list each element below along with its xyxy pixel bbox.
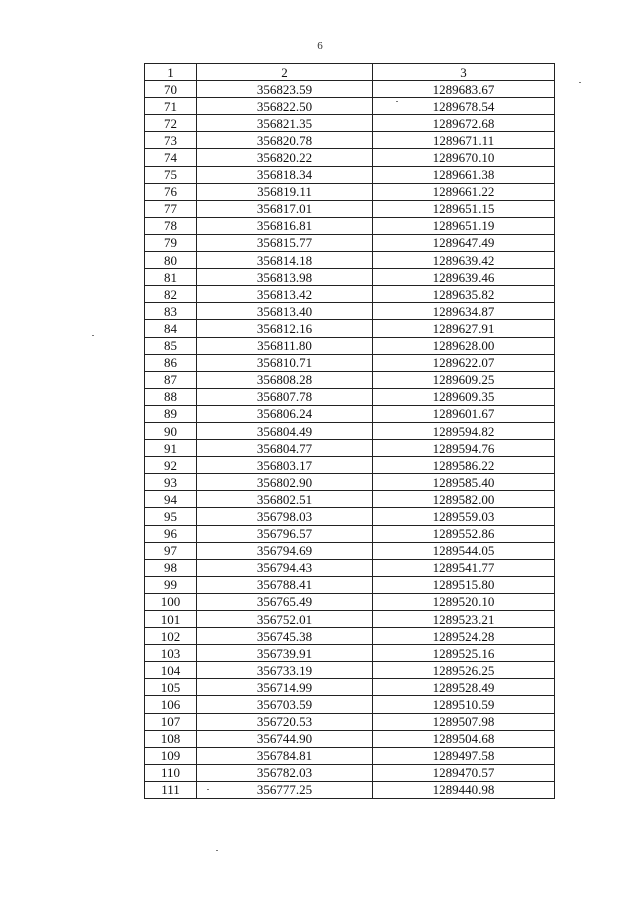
x-coordinate-cell: 356703.59 [197,696,373,713]
table-row [145,764,555,781]
point-number-cell: 108 [145,730,197,747]
y-coordinate-cell: 1289639.46 [373,269,555,286]
x-coordinate-cell: 356817.01 [197,200,373,217]
coordinates-table [144,63,555,799]
x-coordinate-cell: 356813.98 [197,269,373,286]
point-number-cell: 93 [145,474,197,491]
scan-speck [579,82,581,83]
x-coordinate-cell: 356810.71 [197,354,373,371]
table-row [145,354,555,371]
table-row [145,81,555,98]
y-coordinate-cell: 1289647.49 [373,234,555,251]
y-coordinate-cell: 1289639.42 [373,252,555,269]
x-coordinate-cell: 356819.11 [197,183,373,200]
point-number-cell: 75 [145,166,197,183]
point-number-cell: 85 [145,337,197,354]
point-number-cell: 70 [145,81,197,98]
x-coordinate-cell: 356820.78 [197,132,373,149]
point-number-cell: 100 [145,593,197,610]
column-header-3: 3 [373,64,555,81]
y-coordinate-cell: 1289525.16 [373,645,555,662]
table-row [145,781,555,798]
y-coordinate-cell: 1289470.57 [373,764,555,781]
x-coordinate-cell: 356818.34 [197,166,373,183]
x-coordinate-cell: 356777.25 [197,781,373,798]
point-number-cell: 102 [145,628,197,645]
point-number-cell: 82 [145,286,197,303]
x-coordinate-cell: 356816.81 [197,217,373,234]
header-row [145,64,555,81]
y-coordinate-cell: 1289528.49 [373,679,555,696]
point-number-cell: 99 [145,576,197,593]
y-coordinate-cell: 1289585.40 [373,474,555,491]
x-coordinate-cell: 356813.42 [197,286,373,303]
point-number-cell: 91 [145,440,197,457]
point-number-cell: 109 [145,747,197,764]
table-row [145,115,555,132]
table-row [145,98,555,115]
table-row [145,371,555,388]
point-number-cell: 101 [145,611,197,628]
y-coordinate-cell: 1289510.59 [373,696,555,713]
y-coordinate-cell: 1289622.07 [373,354,555,371]
x-coordinate-cell: 356808.28 [197,371,373,388]
y-coordinate-cell: 1289523.21 [373,611,555,628]
point-number-cell: 71 [145,98,197,115]
x-coordinate-cell: 356720.53 [197,713,373,730]
table-row [145,303,555,320]
y-coordinate-cell: 1289497.58 [373,747,555,764]
point-number-cell: 86 [145,354,197,371]
point-number-cell: 83 [145,303,197,320]
x-coordinate-cell: 356812.16 [197,320,373,337]
y-coordinate-cell: 1289515.80 [373,576,555,593]
x-coordinate-cell: 356820.22 [197,149,373,166]
table-row [145,508,555,525]
point-number-cell: 74 [145,149,197,166]
y-coordinate-cell: 1289594.76 [373,440,555,457]
x-coordinate-cell: 356752.01 [197,611,373,628]
point-number-cell: 92 [145,457,197,474]
point-number-cell: 96 [145,525,197,542]
y-coordinate-cell: 1289609.25 [373,371,555,388]
y-coordinate-cell: 1289559.03 [373,508,555,525]
table-row [145,713,555,730]
x-coordinate-cell: 356803.17 [197,457,373,474]
column-header-1: 1 [145,64,197,81]
table-row [145,679,555,696]
y-coordinate-cell: 1289586.22 [373,457,555,474]
x-coordinate-cell: 356788.41 [197,576,373,593]
table-row [145,286,555,303]
table-body [145,81,555,799]
point-number-cell: 111 [145,781,197,798]
x-coordinate-cell: 356796.57 [197,525,373,542]
x-coordinate-cell: 356802.90 [197,474,373,491]
table-row [145,542,555,559]
table-row [145,422,555,439]
y-coordinate-cell: 1289672.68 [373,115,555,132]
point-number-cell: 105 [145,679,197,696]
y-coordinate-cell: 1289544.05 [373,542,555,559]
table-row [145,388,555,405]
table-row [145,645,555,662]
y-coordinate-cell: 1289504.68 [373,730,555,747]
table-row [145,337,555,354]
x-coordinate-cell: 356744.90 [197,730,373,747]
point-number-cell: 89 [145,405,197,422]
point-number-cell: 73 [145,132,197,149]
table-row [145,405,555,422]
table-row [145,747,555,764]
x-coordinate-cell: 356794.69 [197,542,373,559]
y-coordinate-cell: 1289670.10 [373,149,555,166]
y-coordinate-cell: 1289651.15 [373,200,555,217]
y-coordinate-cell: 1289683.67 [373,81,555,98]
x-coordinate-cell: 356784.81 [197,747,373,764]
y-coordinate-cell: 1289661.22 [373,183,555,200]
x-coordinate-cell: 356804.49 [197,422,373,439]
x-coordinate-cell: 356739.91 [197,645,373,662]
point-number-cell: 76 [145,183,197,200]
x-coordinate-cell: 356823.59 [197,81,373,98]
x-coordinate-cell: 356811.80 [197,337,373,354]
y-coordinate-cell: 1289671.11 [373,132,555,149]
point-number-cell: 95 [145,508,197,525]
table-row [145,149,555,166]
x-coordinate-cell: 356733.19 [197,662,373,679]
point-number-cell: 103 [145,645,197,662]
table-row [145,217,555,234]
table-row [145,525,555,542]
x-coordinate-cell: 356802.51 [197,491,373,508]
y-coordinate-cell: 1289678.54 [373,98,555,115]
point-number-cell: 98 [145,559,197,576]
column-header-2: 2 [197,64,373,81]
x-coordinate-cell: 356765.49 [197,593,373,610]
point-number-cell: 80 [145,252,197,269]
table-row [145,730,555,747]
scan-speck [92,335,94,336]
table-row [145,559,555,576]
table-row [145,662,555,679]
scan-speck [207,789,209,790]
x-coordinate-cell: 356822.50 [197,98,373,115]
y-coordinate-cell: 1289635.82 [373,286,555,303]
table-row [145,576,555,593]
y-coordinate-cell: 1289609.35 [373,388,555,405]
y-coordinate-cell: 1289507.98 [373,713,555,730]
x-coordinate-cell: 356782.03 [197,764,373,781]
x-coordinate-cell: 356714.99 [197,679,373,696]
table-row [145,166,555,183]
y-coordinate-cell: 1289601.67 [373,405,555,422]
scan-speck [396,101,398,102]
x-coordinate-cell: 356821.35 [197,115,373,132]
table-row [145,611,555,628]
table-row [145,457,555,474]
table-row [145,269,555,286]
y-coordinate-cell: 1289541.77 [373,559,555,576]
point-number-cell: 79 [145,234,197,251]
table-row [145,252,555,269]
x-coordinate-cell: 356815.77 [197,234,373,251]
table-header [145,64,555,81]
y-coordinate-cell: 1289594.82 [373,422,555,439]
point-number-cell: 104 [145,662,197,679]
table-row [145,320,555,337]
x-coordinate-cell: 356807.78 [197,388,373,405]
table-row [145,132,555,149]
scan-speck [216,850,218,851]
point-number-cell: 94 [145,491,197,508]
point-number-cell: 84 [145,320,197,337]
table-row [145,474,555,491]
x-coordinate-cell: 356813.40 [197,303,373,320]
point-number-cell: 87 [145,371,197,388]
table-row [145,628,555,645]
point-number-cell: 110 [145,764,197,781]
point-number-cell: 77 [145,200,197,217]
point-number-cell: 88 [145,388,197,405]
x-coordinate-cell: 356745.38 [197,628,373,645]
point-number-cell: 81 [145,269,197,286]
y-coordinate-cell: 1289440.98 [373,781,555,798]
y-coordinate-cell: 1289524.28 [373,628,555,645]
y-coordinate-cell: 1289634.87 [373,303,555,320]
y-coordinate-cell: 1289552.86 [373,525,555,542]
y-coordinate-cell: 1289526.25 [373,662,555,679]
y-coordinate-cell: 1289661.38 [373,166,555,183]
point-number-cell: 72 [145,115,197,132]
point-number-cell: 107 [145,713,197,730]
x-coordinate-cell: 356806.24 [197,405,373,422]
table-row [145,200,555,217]
point-number-cell: 90 [145,422,197,439]
y-coordinate-cell: 1289582.00 [373,491,555,508]
y-coordinate-cell: 1289628.00 [373,337,555,354]
x-coordinate-cell: 356794.43 [197,559,373,576]
point-number-cell: 97 [145,542,197,559]
point-number-cell: 78 [145,217,197,234]
x-coordinate-cell: 356798.03 [197,508,373,525]
table-row [145,440,555,457]
page-number: 6 [317,40,323,52]
x-coordinate-cell: 356814.18 [197,252,373,269]
table-row [145,183,555,200]
table-row [145,234,555,251]
table-row [145,593,555,610]
table-row [145,696,555,713]
x-coordinate-cell: 356804.77 [197,440,373,457]
y-coordinate-cell: 1289520.10 [373,593,555,610]
table-row [145,491,555,508]
y-coordinate-cell: 1289651.19 [373,217,555,234]
point-number-cell: 106 [145,696,197,713]
y-coordinate-cell: 1289627.91 [373,320,555,337]
